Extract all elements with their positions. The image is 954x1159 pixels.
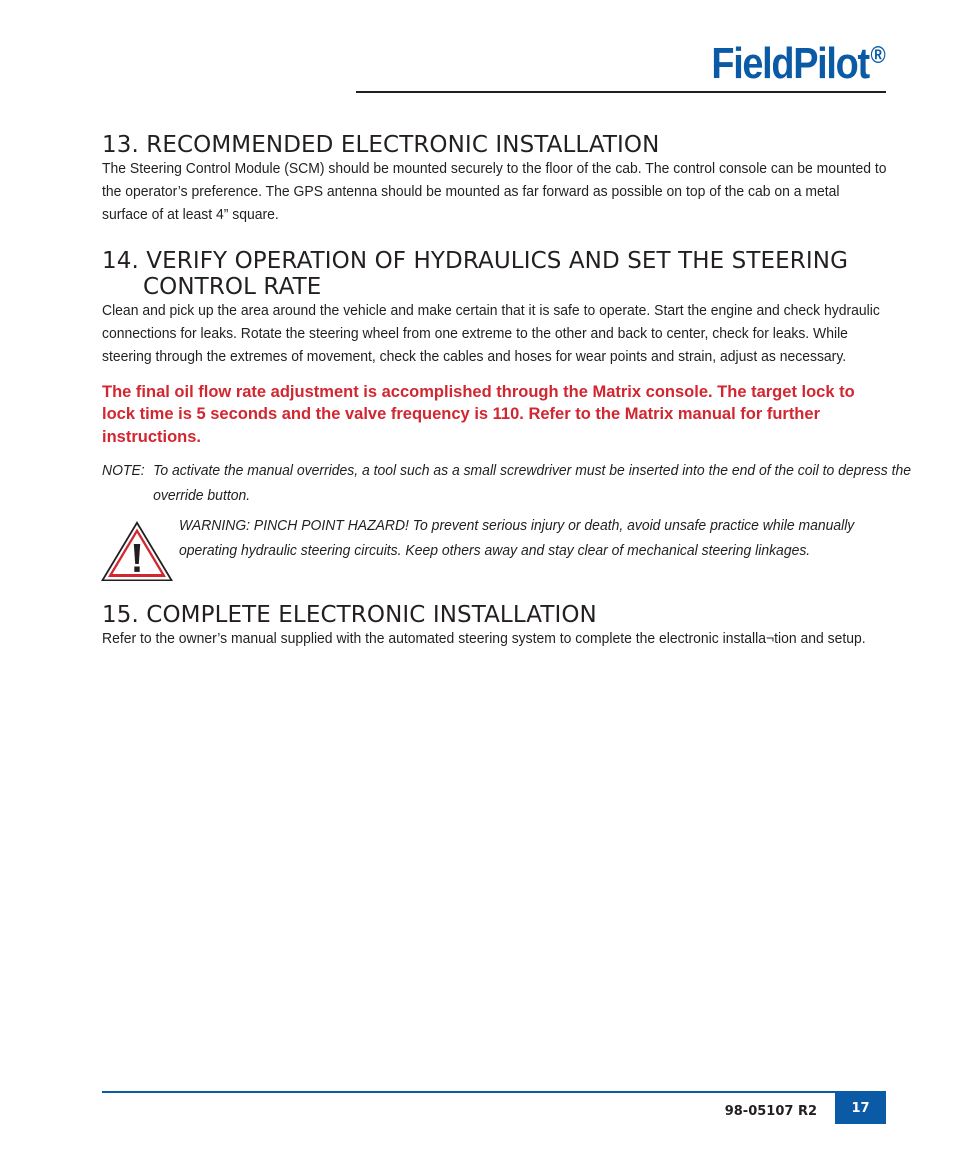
registered-mark: ®	[870, 42, 886, 69]
document-number: 98-05107 R2	[724, 1104, 817, 1119]
section-15-body: Refer to the owner’s manual supplied with the automated steering system to complete the electronic installa¬tion and setup.	[102, 630, 866, 648]
note-text: To activate the manual overrides, a tool such as a small screwdriver must be inserted into the end of the coil to depress the override button.	[153, 462, 911, 505]
page-content	[102, 132, 911, 651]
section-13-body: The Steering Control Module (SCM) should be mounted securely to the floor of the cab. The control console can be mounted to the operator’s preference. The GPS antenna should be mounted as far forward as possible on top of the cab on a metal surface of at least 4” square.	[102, 160, 887, 223]
flow-rate-alert: The final oil flow rate adjustment is accomplished through the Matrix console. The target lock to lock time is 5 seconds and the valve frequency is 110. Refer to the Matrix manual for further instructions.	[102, 382, 855, 446]
section-15-heading: 15. COMPLETE ELECTRONIC INSTALLATION	[102, 602, 597, 629]
footer-rule	[102, 1091, 886, 1093]
header-rule	[356, 91, 886, 93]
section-14-body: Clean and pick up the area around the vehicle and make certain that it is safe to operate. Start the engine and check hydraulic connections for leaks. Rotate the steering wheel from one extreme to the other and back to center, check for leaks. While steering through the extremes of movement, check the cables and hoses for wear points and strain, adjust as necessary.	[102, 302, 880, 365]
override-note	[102, 458, 938, 508]
fieldpilot-logo	[711, 39, 886, 88]
warning-text: WARNING: PINCH POINT HAZARD! To prevent serious injury or death, avoid unsafe practice while manually operating hydraulic steering circuits. Keep others away and stay clear of mechanical steering linkages.	[179, 517, 855, 559]
section-13-heading: 13. RECOMMENDED ELECTRONIC INSTALLATION	[102, 132, 660, 158]
warning-triangle-icon	[100, 520, 174, 582]
pinch-point-warning	[102, 514, 887, 586]
page-number-badge: 17	[835, 1093, 886, 1124]
section-14-heading: 14. VERIFY OPERATION OF HYDRAULICS AND SET THE STEERING CONTROL RATE	[102, 248, 848, 301]
logo-text: FieldPilot	[711, 39, 870, 88]
note-label: NOTE:	[102, 462, 145, 480]
